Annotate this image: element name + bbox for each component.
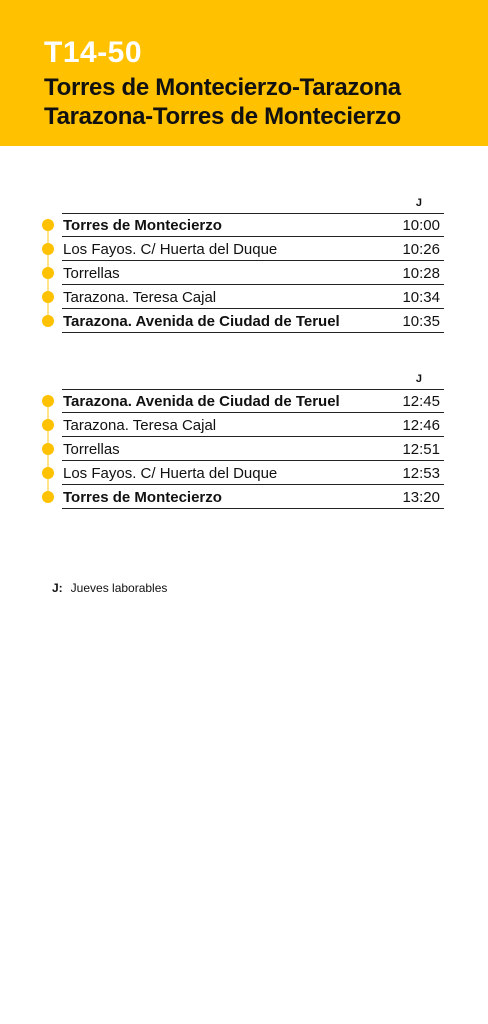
stop-list	[42, 213, 444, 333]
departure-time: 10:28	[402, 265, 440, 282]
stop-marker-icon	[42, 219, 54, 231]
stop-list	[42, 389, 444, 509]
table-row	[42, 237, 444, 261]
departure-time: 12:45	[402, 393, 440, 410]
row-divider	[62, 508, 444, 509]
stop-name: Tarazona. Teresa Cajal	[63, 417, 217, 434]
departure-time: 13:20	[402, 489, 440, 506]
route-title-outbound: Torres de Montecierzo-Tarazona	[44, 74, 401, 101]
stop-name: Tarazona. Avenida de Ciudad de Teruel	[63, 313, 340, 330]
departure-time: 12:51	[402, 441, 440, 458]
stop-marker-icon	[42, 443, 54, 455]
stop-marker-icon	[42, 467, 54, 479]
table-row	[42, 389, 444, 413]
stop-name: Torrellas	[63, 441, 120, 458]
table-row	[42, 437, 444, 461]
table-row	[42, 285, 444, 309]
table-row	[42, 485, 444, 509]
departure-time: 12:53	[402, 465, 440, 482]
route-title-return: Tarazona-Torres de Montecierzo	[44, 103, 401, 130]
departure-time: 10:34	[402, 289, 440, 306]
stop-name: Los Fayos. C/ Huerta del Duque	[63, 241, 278, 258]
stop-marker-icon	[42, 267, 54, 279]
table-row	[42, 461, 444, 485]
day-code-header: J	[415, 197, 422, 209]
stop-marker-icon	[42, 315, 54, 327]
table-row	[42, 309, 444, 333]
legend-key: J:	[52, 581, 63, 595]
stop-name: Torres de Montecierzo	[63, 217, 222, 234]
stop-marker-icon	[42, 395, 54, 407]
stop-name: Tarazona. Avenida de Ciudad de Teruel	[63, 393, 340, 410]
stop-name: Los Fayos. C/ Huerta del Duque	[63, 465, 278, 482]
legend-description: Jueves laborables	[70, 581, 168, 595]
stop-marker-icon	[42, 419, 54, 431]
departure-time: 10:26	[402, 241, 440, 258]
row-divider	[62, 332, 444, 333]
stop-marker-icon	[42, 491, 54, 503]
legend	[52, 581, 167, 595]
stop-name: Torres de Montecierzo	[63, 489, 222, 506]
table-row	[42, 213, 444, 237]
stop-name: Torrellas	[63, 265, 120, 282]
departure-time: 12:46	[402, 417, 440, 434]
day-code-header: J	[415, 373, 422, 385]
table-row	[42, 413, 444, 437]
stop-marker-icon	[42, 243, 54, 255]
table-row	[42, 261, 444, 285]
stop-marker-icon	[42, 291, 54, 303]
stop-name: Tarazona. Teresa Cajal	[63, 289, 217, 306]
departure-time: 10:35	[402, 313, 440, 330]
departure-time: 10:00	[402, 217, 440, 234]
line-code: T14-50	[44, 36, 143, 69]
header-banner	[0, 0, 488, 146]
